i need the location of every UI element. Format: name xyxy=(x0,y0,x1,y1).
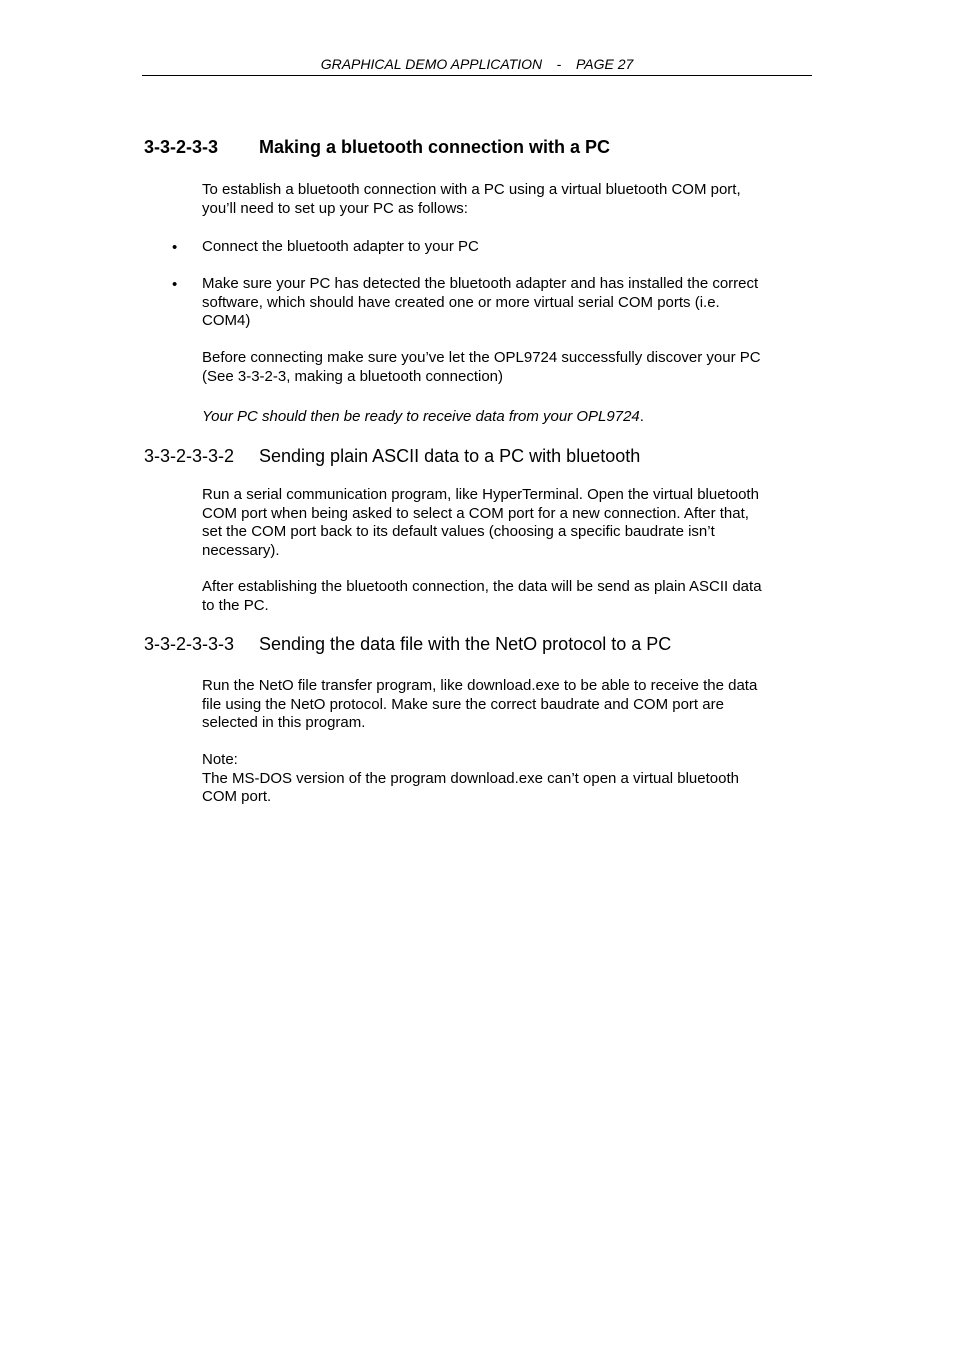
text-line: COM4) xyxy=(202,312,251,329)
header-page-number: PAGE 27 xyxy=(575,56,634,72)
section-number: 3-3-2-3-3-2 xyxy=(144,446,235,466)
intro-paragraph xyxy=(202,181,807,218)
section-heading-main xyxy=(144,137,610,158)
text-line: file using the NetO protocol. Make sure the correct baudrate and COM port are xyxy=(202,695,724,713)
before-connecting-paragraph xyxy=(202,349,807,386)
header-title: GRAPHICAL DEMO APPLICATION xyxy=(320,56,543,72)
section-title: Sending plain ASCII data to a PC with bluetooth xyxy=(259,446,641,466)
text-line: Your PC should then be ready to receive data from your OPL9724 xyxy=(202,408,640,425)
text-line: After establishing the bluetooth connection, the data will be send as plain ASCII data xyxy=(202,578,762,595)
text-line: software, which should have created one or more virtual serial COM ports (i.e. xyxy=(202,293,720,311)
section-number: 3-3-2-3-3 xyxy=(144,137,219,157)
text-line: Make sure your PC has detected the bluetooth adapter and has installed the correct xyxy=(202,275,759,292)
section-title: Making a bluetooth connection with a PC xyxy=(259,137,611,157)
text-line: Run a serial communication program, like HyperTerminal. Open the virtual bluetooth xyxy=(202,486,759,503)
ready-paragraph xyxy=(202,408,807,427)
section-heading-ascii xyxy=(144,446,640,467)
text-line: you’ll need to set up your PC as follows: xyxy=(202,199,468,217)
neto-paragraph xyxy=(202,677,807,733)
text-line: to the PC. xyxy=(202,596,269,614)
section-title: Sending the data file with the NetO protocol to a PC xyxy=(259,634,672,654)
text-line: Connect the bluetooth adapter to your PC xyxy=(202,238,479,255)
text-line: (See 3-3-2-3, making a bluetooth connection) xyxy=(202,367,504,385)
ascii-paragraph-1 xyxy=(202,486,807,560)
header-separator: - xyxy=(556,56,562,72)
section-number: 3-3-2-3-3-3 xyxy=(144,634,235,654)
text-line: Before connecting make sure you’ve let the OPL9724 successfully discover your PC xyxy=(202,349,761,366)
text-line: COM port. xyxy=(202,788,272,805)
page-header xyxy=(142,56,812,76)
bullet-marker: • xyxy=(172,239,178,256)
text-line: COM port when being asked to select a COM port for a new connection. After that, xyxy=(202,504,749,522)
text-line: set the COM port back to its default values (choosing a specific baudrate isn’t xyxy=(202,523,715,540)
text-line: Run the NetO file transfer program, like download.exe to be able to receive the data xyxy=(202,677,758,694)
section-heading-neto xyxy=(144,634,671,655)
ascii-paragraph-2 xyxy=(202,578,807,615)
text-line: . xyxy=(639,408,644,425)
bullet-item xyxy=(202,275,807,331)
note-label: Note: xyxy=(202,751,238,768)
bullet-item xyxy=(202,238,807,257)
text-line: To establish a bluetooth connection with a PC using a virtual bluetooth COM port, xyxy=(202,181,741,198)
note-paragraph xyxy=(202,751,807,807)
text-line: necessary). xyxy=(202,541,280,559)
text-line: selected in this program. xyxy=(202,714,366,731)
bullet-marker: • xyxy=(172,276,178,293)
text-line: The MS-DOS version of the program download.exe can’t open a virtual bluetooth xyxy=(202,769,739,787)
